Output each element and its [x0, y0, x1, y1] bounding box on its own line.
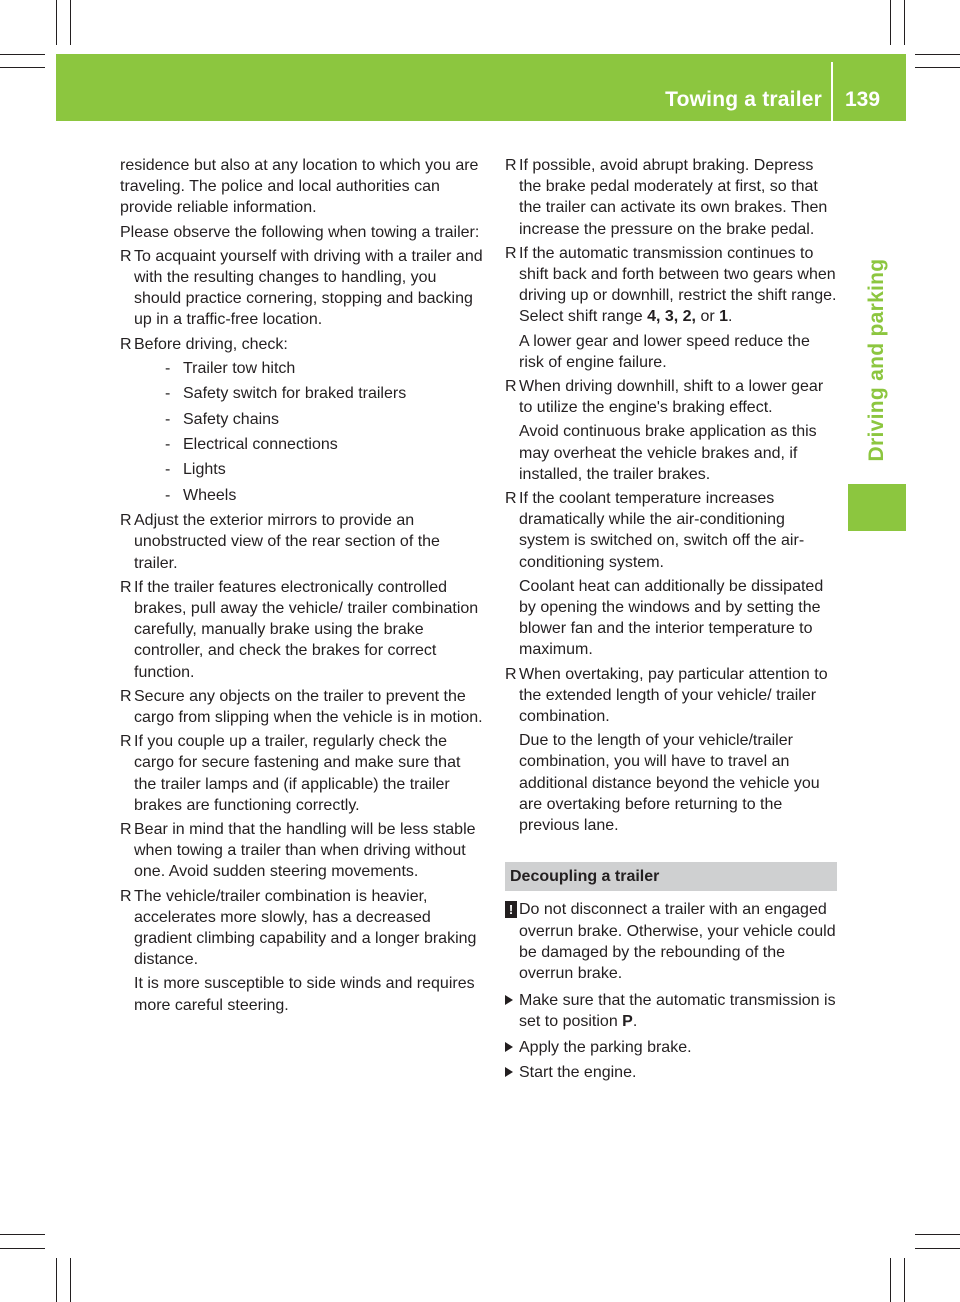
crop-mark: [904, 1258, 905, 1302]
bullet-icon: R: [505, 378, 517, 396]
list-item-text: .: [728, 308, 733, 326]
chapter-tab-marker: [848, 484, 906, 531]
list-item-text: Secure any objects on the trailer to prevent the cargo from slipping when the vehicle is in motion.: [134, 687, 483, 726]
step-text: .: [632, 1013, 638, 1031]
warning-text: Do not disconnect a trailer with an engaged overrun brake. Otherwise, your vehicle could be damaged by the rebounding of the overrun brake.: [519, 901, 836, 982]
step-text: Make sure that the automatic transmission is set to position: [519, 992, 836, 1031]
section-heading: Decoupling a trailer: [505, 862, 837, 891]
check-item: [120, 434, 484, 455]
list-item-text: The vehicle/trailer combination is heavier, accelerates more slowly, has a decreased gradient climbing capability and a longer braking distance.: [134, 887, 477, 969]
shift-range-value: 1: [719, 308, 729, 326]
list-item: [505, 243, 837, 328]
list-item-text: If the automatic transmission continues to shift back and forth between two gears when driving up or downhill, restrict the shift range. Select shift range: [519, 244, 837, 326]
dash-icon: -: [165, 385, 171, 403]
list-item: [120, 510, 484, 574]
bullet-icon: R: [120, 335, 132, 353]
list-item-text: If possible, avoid abrupt braking. Depress the brake pedal moderately at first, so that the trailer can activate its own brakes. Then increase the pressure on the brake pedal.: [519, 157, 828, 238]
list-item-text: When driving downhill, shift to a lower gear to utilize the engine's braking effect.: [519, 378, 824, 417]
list-item-text: To acquaint yourself with driving with a trailer and with the resulting changes to handling, you should practice cornering, stopping and backing up in a traffic-free location.: [134, 247, 483, 329]
list-item: [120, 246, 484, 331]
check-item-text: Safety switch for braked trailers: [183, 385, 407, 403]
list-item: [120, 731, 484, 816]
crop-mark: [890, 1258, 891, 1302]
list-item-note: Coolant heat can additionally be dissipated by opening the windows and by setting the blower fan and the interior temperature to maximum.: [519, 577, 824, 659]
dash-icon: -: [165, 410, 171, 428]
check-item: [120, 459, 484, 480]
header-divider: [831, 62, 833, 121]
crop-mark: [0, 1248, 45, 1249]
bullet-icon: R: [505, 244, 517, 262]
list-item-note: A lower gear and lower speed reduce the risk of engine failure.: [519, 332, 810, 371]
crop-mark: [70, 0, 71, 45]
bullet-icon: R: [120, 247, 132, 265]
list-item-note: It is more susceptible to side winds and requires more careful steering.: [134, 975, 475, 1014]
paragraph: residence but also at any location to which you are traveling. The police and local authorities can provide reliable information.: [120, 157, 479, 217]
list-item: [120, 334, 484, 355]
dash-icon: -: [165, 359, 171, 377]
step-item: [505, 1062, 837, 1083]
list-item: [505, 376, 837, 418]
list-item: [120, 819, 484, 883]
check-item-text: Trailer tow hitch: [183, 359, 296, 377]
bullet-icon: R: [120, 578, 132, 596]
section-title: Towing a trailer: [665, 88, 822, 111]
list-item-text: When overtaking, pay particular attention to the extended length of your vehicle/ trailer combination.: [519, 665, 828, 726]
bullet-icon: R: [505, 490, 517, 508]
left-column: [120, 155, 484, 1019]
warning-icon: !: [505, 901, 517, 918]
arrow-right-icon: [505, 1042, 513, 1052]
list-item: [505, 155, 837, 240]
shift-range-values: 4, 3, 2,: [647, 308, 696, 326]
check-item: [120, 485, 484, 506]
crop-mark: [70, 1258, 71, 1302]
check-item: [120, 409, 484, 430]
list-item: [120, 886, 484, 971]
crop-mark: [915, 54, 960, 55]
dash-icon: -: [165, 486, 171, 504]
list-item-text: Adjust the exterior mirrors to provide an unobstructed view of the rear section of the trailer.: [134, 512, 440, 572]
step-item: [505, 990, 837, 1032]
dash-icon: -: [165, 461, 171, 479]
bullet-icon: R: [120, 512, 132, 530]
bullet-icon: R: [505, 157, 517, 174]
dash-icon: -: [165, 436, 171, 453]
gear-position: P: [622, 1013, 633, 1031]
list-item-text: Before driving, check:: [134, 335, 288, 353]
arrow-right-icon: [505, 1067, 513, 1077]
check-item: [120, 383, 484, 404]
list-item-note: Avoid continuous brake application as this may overheat the vehicle brakes and, if installed, the trailer brakes.: [519, 423, 817, 483]
step-text: Apply the parking brake.: [519, 1038, 692, 1056]
list-item-text: If the coolant temperature increases dramatically while the air-conditioning system is switched on, switch off the air-conditioning system.: [519, 490, 805, 571]
bullet-icon: R: [505, 665, 517, 683]
list-item: [120, 577, 484, 683]
crop-mark: [56, 0, 57, 45]
check-item-text: Lights: [183, 461, 226, 479]
crop-mark: [56, 1258, 57, 1302]
list-item-text: If you couple up a trailer, regularly check the cargo for secure fastening and make sure that the trailer lamps and (if applicable) the trailer brakes are functioning correctly.: [134, 733, 461, 814]
arrow-right-icon: [505, 995, 513, 1005]
list-item-text: Bear in mind that the handling will be less stable when towing a trailer than when driving without one. Avoid sudden steering movements.: [134, 821, 476, 881]
list-item: [120, 686, 484, 728]
warning-note: [505, 899, 837, 984]
list-item-note: Due to the length of your vehicle/trailer combination, you will have to travel an additional distance beyond the vehicle you are overtaking before returning to the previous lane.: [519, 732, 820, 835]
bullet-icon: R: [120, 821, 132, 839]
crop-mark: [0, 67, 45, 68]
check-item-text: Safety chains: [183, 410, 280, 428]
crop-mark: [0, 54, 45, 55]
crop-mark: [904, 0, 905, 45]
right-column: [505, 155, 837, 1087]
crop-mark: [0, 1234, 45, 1235]
page-number: 139: [845, 88, 881, 111]
crop-mark: [915, 67, 960, 68]
step-text: Start the engine.: [519, 1063, 637, 1081]
crop-mark: [915, 1248, 960, 1249]
chapter-tab-label: Driving and parking: [865, 258, 888, 462]
list-item: [505, 664, 837, 728]
crop-mark: [890, 0, 891, 45]
bullet-icon: R: [120, 887, 132, 905]
bullet-icon: R: [120, 733, 132, 751]
check-item-text: Wheels: [183, 486, 237, 504]
paragraph: Please observe the following when towing a trailer:: [120, 223, 480, 241]
bullet-icon: R: [120, 687, 132, 705]
check-item: [120, 358, 484, 379]
step-item: [505, 1037, 837, 1058]
list-item-text: If the trailer features electronically controlled brakes, pull away the vehicle/ trailer combination carefully, manually brake using the brake controller, and check the brakes for correct function.: [134, 578, 479, 681]
crop-mark: [915, 1234, 960, 1235]
check-item-text: Electrical connections: [183, 436, 338, 453]
list-item: [505, 488, 837, 573]
list-item-text: or: [696, 308, 720, 326]
